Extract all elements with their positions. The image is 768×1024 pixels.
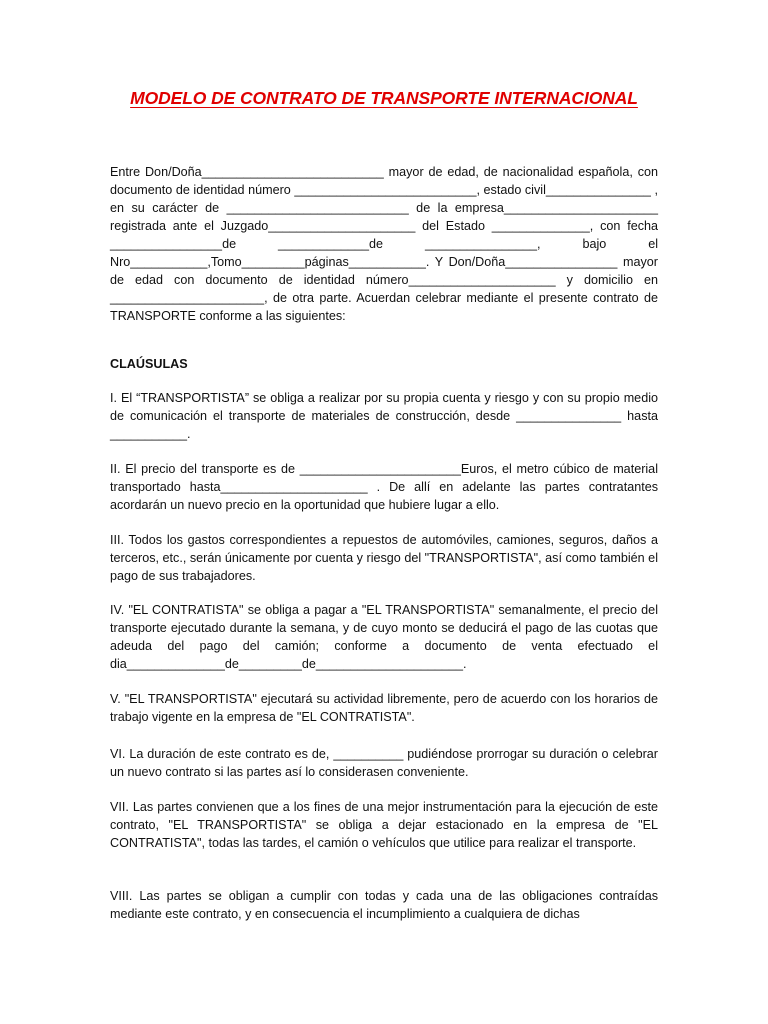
- clause-8: VIII. Las partes se obligan a cumplir con todas y cada una de las obligaciones contraídas mediante este contrato, y en consecuencia el incumplimiento a cualquiera de dichas: [110, 889, 658, 921]
- intro-paragraph: Entre Don/Doña__________________________ mayor de edad, de nacionalidad española, con documento de identidad número __________________________, estado civil_______________ , en su carácter de __________________________ de la empresa______________________ registrada ante el Juzgado_____________________ del Estado ______________, con fecha ________________de _____________de ________________, bajo el Nro___________,Tomo_________páginas___________. Y Don/Doña________________ mayor de edad con documento de identidad número_____________________ y domicilio en ______________________, de otra parte. Acuerdan celebrar mediante el presente contrato de TRANSPORTE conforme a las siguientes:: [110, 165, 658, 323]
- clause-4: IV. "EL CONTRATISTA" se obliga a pagar a "EL TRANSPORTISTA" semanalmente, el precio del transporte ejecutado durante la semana, y de cuyo monto se deducirá el pago de las cuotas que adeuda del pago del camión; conforme a documento de venta efectuado el dia______________de_________de_____________________.: [110, 603, 658, 671]
- clause-1: I. El “TRANSPORTISTA” se obliga a realizar por su propia cuenta y riesgo y con su propio medio de comunicación el transporte de materiales de construcción, desde _______________ hasta ___________.: [110, 391, 658, 441]
- clause-6: VI. La duración de este contrato es de, __________ pudiéndose prorrogar su duración o celebrar un nuevo contrato si las partes así lo considerasen conveniente.: [110, 747, 658, 779]
- clause-5: V. "EL TRANSPORTISTA" ejecutará su actividad libremente, pero de acuerdo con los horarios de trabajo vigente en la empresa de "EL CONTRATISTA".: [110, 692, 658, 724]
- clause-2: II. El precio del transporte es de _______________________Euros, el metro cúbico de material transportado hasta_____________________ . De allí en adelante las partes contratantes acordarán un nuevo precio en la oportunidad que hubiere lugar a ello.: [110, 462, 658, 512]
- document-title: MODELO DE CONTRATO DE TRANSPORTE INTERNACIONAL: [130, 88, 638, 108]
- clause-7: VII. Las partes convienen que a los fines de una mejor instrumentación para la ejecución de este contrato, "EL TRANSPORTISTA" se obliga a dejar estacionado en la empresa de "EL CONTRATISTA", todas las tardes, el camión o vehículos que utilice para realizar el transporte.: [110, 800, 658, 850]
- clause-3: III. Todos los gastos correspondientes a repuestos de automóviles, camiones, seguros, daños a terceros, etc., serán únicamente por cuenta y riesgo del "TRANSPORTISTA", así como también el pago de sus trabajadores.: [110, 533, 658, 583]
- clauses-heading: CLAÚSULAS: [110, 357, 188, 371]
